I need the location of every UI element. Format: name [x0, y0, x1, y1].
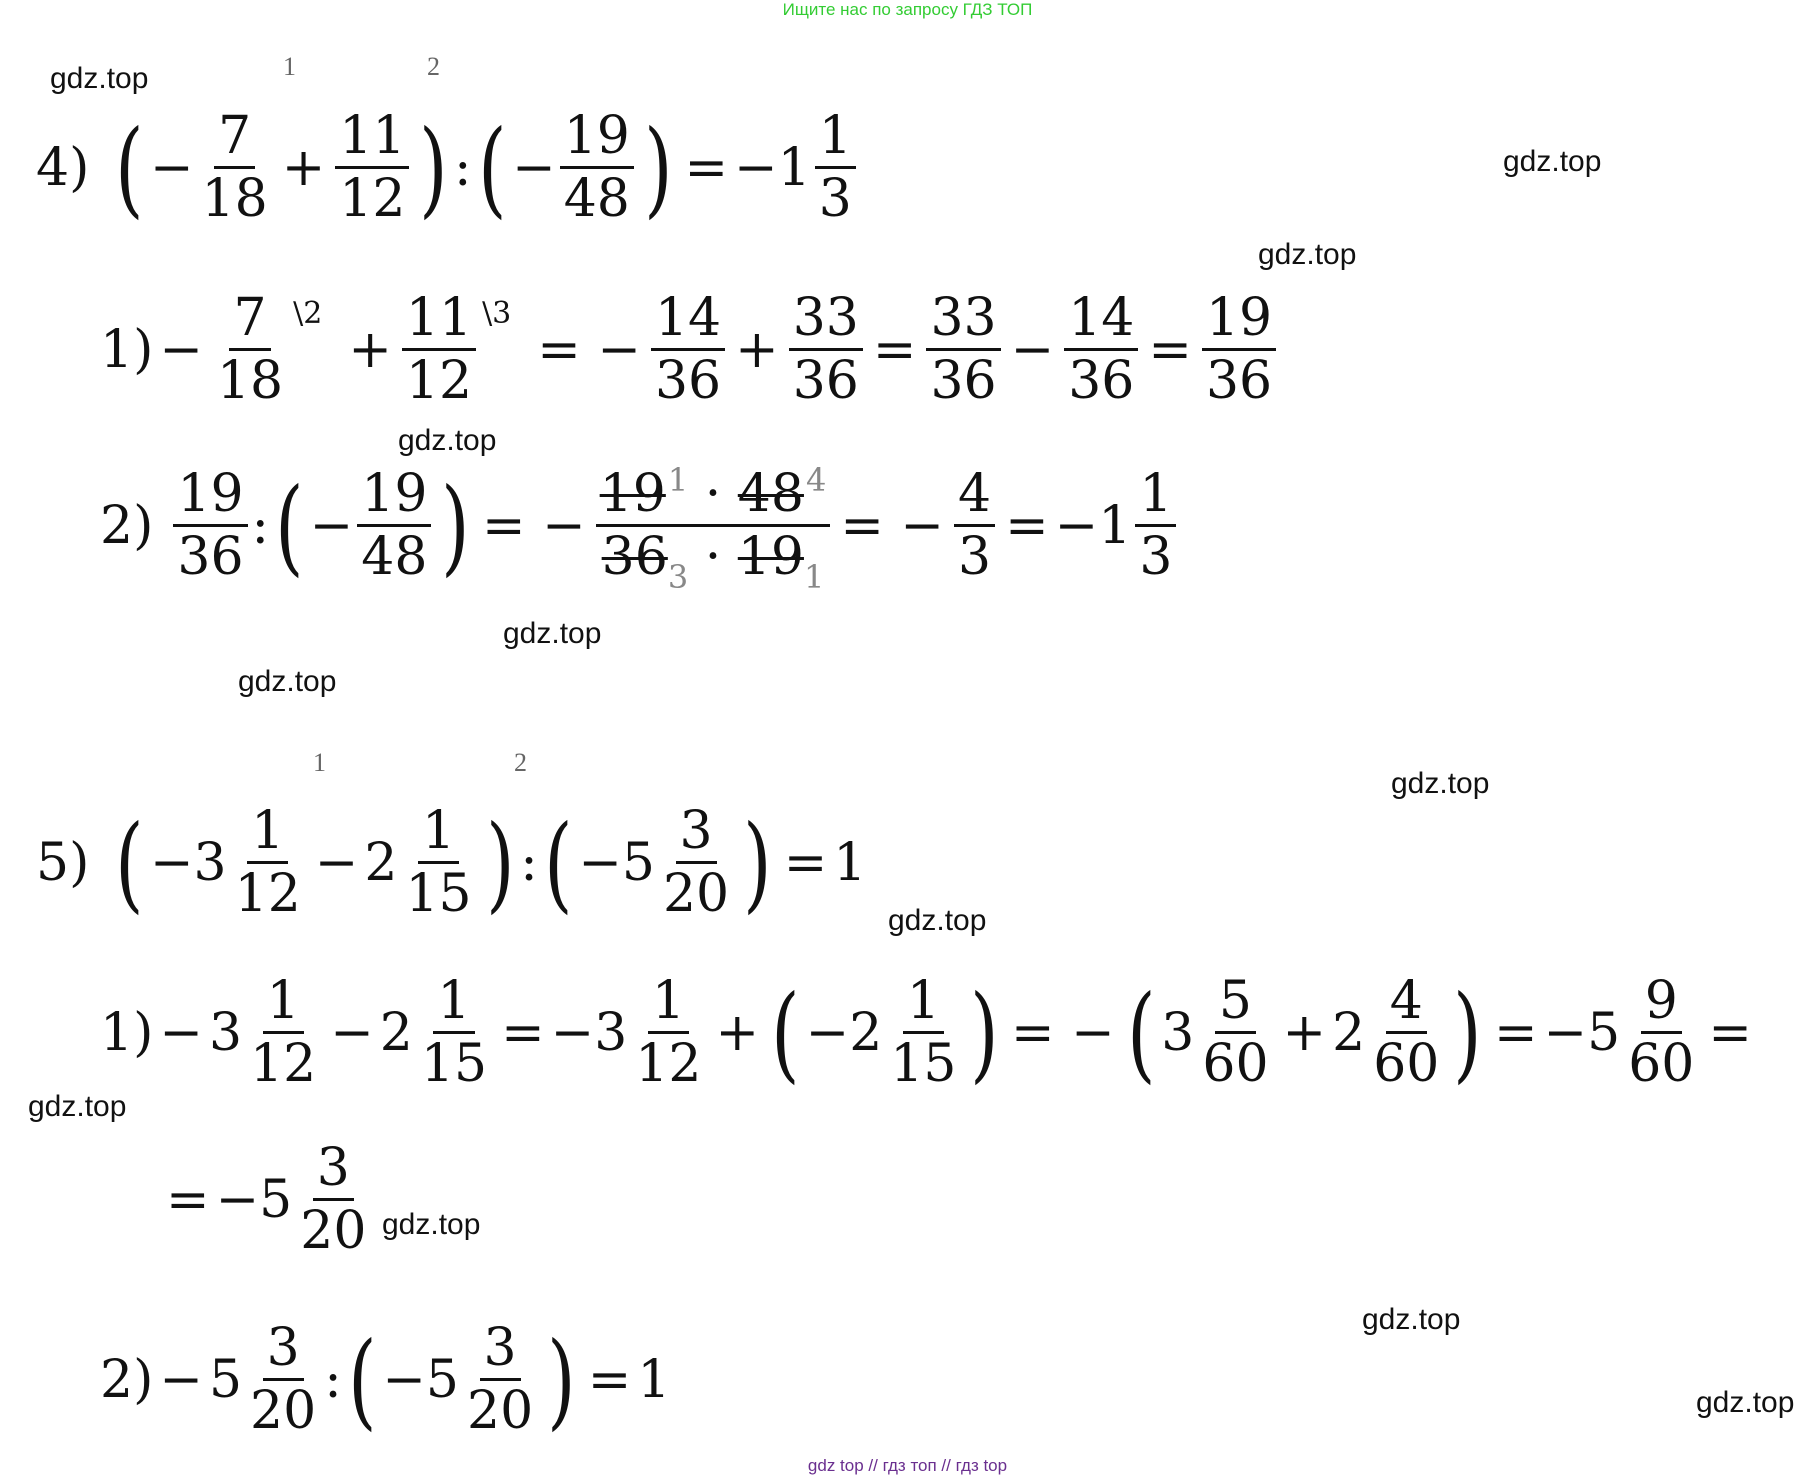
- watermark: gdz.top: [503, 617, 602, 650]
- multiplier-note: \2: [293, 295, 323, 331]
- step-label: 2: [427, 52, 440, 81]
- fraction: $\frac{19}{36}$: [173, 468, 247, 583]
- step-5-2: 2) − 5 $\frac{3}{20}$ : ( −5 $\frac{3}{20}$ ) = 1: [100, 1318, 671, 1441]
- equals-sign: =: [684, 137, 729, 198]
- fraction: $\frac{11}{12}$: [335, 110, 409, 225]
- minus-sign: −: [149, 137, 194, 198]
- watermark: gdz.top: [1696, 1386, 1795, 1419]
- watermark: gdz.top: [238, 665, 337, 698]
- fraction: $\frac{4}{3}$: [954, 468, 995, 583]
- fraction: $\frac{7}{18}$: [216, 288, 284, 411]
- minus-sign: −: [512, 137, 556, 198]
- step-4-2: 2) $\frac{19}{36}$ : ( − $\frac{19}{48}$ ) = − $\frac{19^1 \cdot 48^4}{36_3 \cdot 19_1}$ = − $\frac{4}{3}$ = −1 $\frac{1}{3}$: [100, 468, 1180, 583]
- fraction: $\frac{19}{48}$: [560, 110, 634, 225]
- watermark: gdz.top: [398, 424, 497, 457]
- watermark: gdz.top: [1503, 145, 1602, 178]
- watermark: gdz.top: [1258, 238, 1357, 271]
- step-number: 2): [100, 495, 154, 556]
- plus-sign: +: [281, 137, 326, 198]
- step-label: 1: [313, 748, 326, 777]
- fraction: $\frac{33}{36}$: [926, 292, 1000, 407]
- fraction: $\frac{14}{36}$: [651, 292, 725, 407]
- whole-part: −1: [734, 137, 811, 198]
- footer-banner: gdz top // гдз топ // гдз top: [807, 1456, 1008, 1475]
- watermark: gdz.top: [888, 904, 987, 937]
- step-5-1: 1) − 3 $\frac{1}{12}$ − 2 $\frac{1}{15}$ = −3 $\frac{1}{12}$ + ( −2 $\frac{1}{15}$ ) = − ( 3 $\frac{5}{60}$ + 2 $\frac{4}{60}$ ) = −5 $\frac{9}{60}$ =: [100, 971, 1752, 1094]
- step-number: 1): [100, 319, 154, 380]
- step-number: 1): [100, 1002, 154, 1063]
- watermark: gdz.top: [1362, 1303, 1461, 1336]
- cancel-fraction: $\frac{19^1 \cdot 48^4}{36_3 \cdot 19_1}$: [596, 468, 831, 583]
- step-4-1: 1) − $\frac{7}{18}$ \2 + $\frac{11}{12}$ \3 = − $\frac{14}{36}$ + $\frac{33}{36}$ = $\frac{33}{36}$ − $\frac{14}{36}$ = $\frac{19}{36}$: [100, 292, 1280, 407]
- header-banner: Ищите нас по запросу ГДЗ ТОП: [782, 0, 1033, 19]
- problem-5: 5) ( −3 $\frac{1}{12}$ − 2 $\frac{1}{15}$ ) : ( −5 $\frac{3}{20}$ ) = 1: [36, 801, 867, 924]
- fraction: $\frac{14}{36}$: [1064, 292, 1138, 407]
- step-label: 2: [514, 748, 527, 777]
- problem-number: 5): [36, 832, 90, 893]
- fraction: $\frac{19}{36}$: [1202, 292, 1276, 407]
- fraction: $\frac{11}{12}$: [402, 292, 476, 407]
- fraction: $\frac{1}{15}$: [405, 801, 472, 924]
- step-number: 2): [100, 1349, 154, 1410]
- watermark: gdz.top: [1391, 767, 1490, 800]
- fraction: $\frac{1}{3}$: [815, 110, 856, 225]
- fraction: $\frac{7}{18}$: [201, 106, 268, 229]
- fraction: $\frac{33}{36}$: [789, 292, 863, 407]
- fraction: $\frac{3}{20}$: [662, 801, 730, 924]
- multiplier-note: \3: [482, 295, 512, 331]
- problem-4: 4) ( − $\frac{7}{18}$ + $\frac{11}{12}$ ) : ( − $\frac{19}{48}$ ) = −1 $\frac{1}{3}$: [36, 110, 860, 225]
- whole-part: −1: [1054, 495, 1132, 556]
- problem-number: 4): [36, 137, 90, 198]
- fraction: $\frac{1}{12}$: [234, 801, 301, 924]
- fraction: $\frac{19}{48}$: [357, 468, 431, 583]
- watermark: gdz.top: [382, 1208, 481, 1241]
- step-label: 1: [283, 52, 296, 81]
- watermark: gdz.top: [28, 1090, 127, 1123]
- fraction: $\frac{1}{3}$: [1135, 468, 1176, 583]
- step-5-1-continued: = −5 $\frac{3}{20}$: [166, 1138, 367, 1261]
- divide-sign: :: [454, 137, 472, 198]
- watermark: gdz.top: [50, 62, 149, 95]
